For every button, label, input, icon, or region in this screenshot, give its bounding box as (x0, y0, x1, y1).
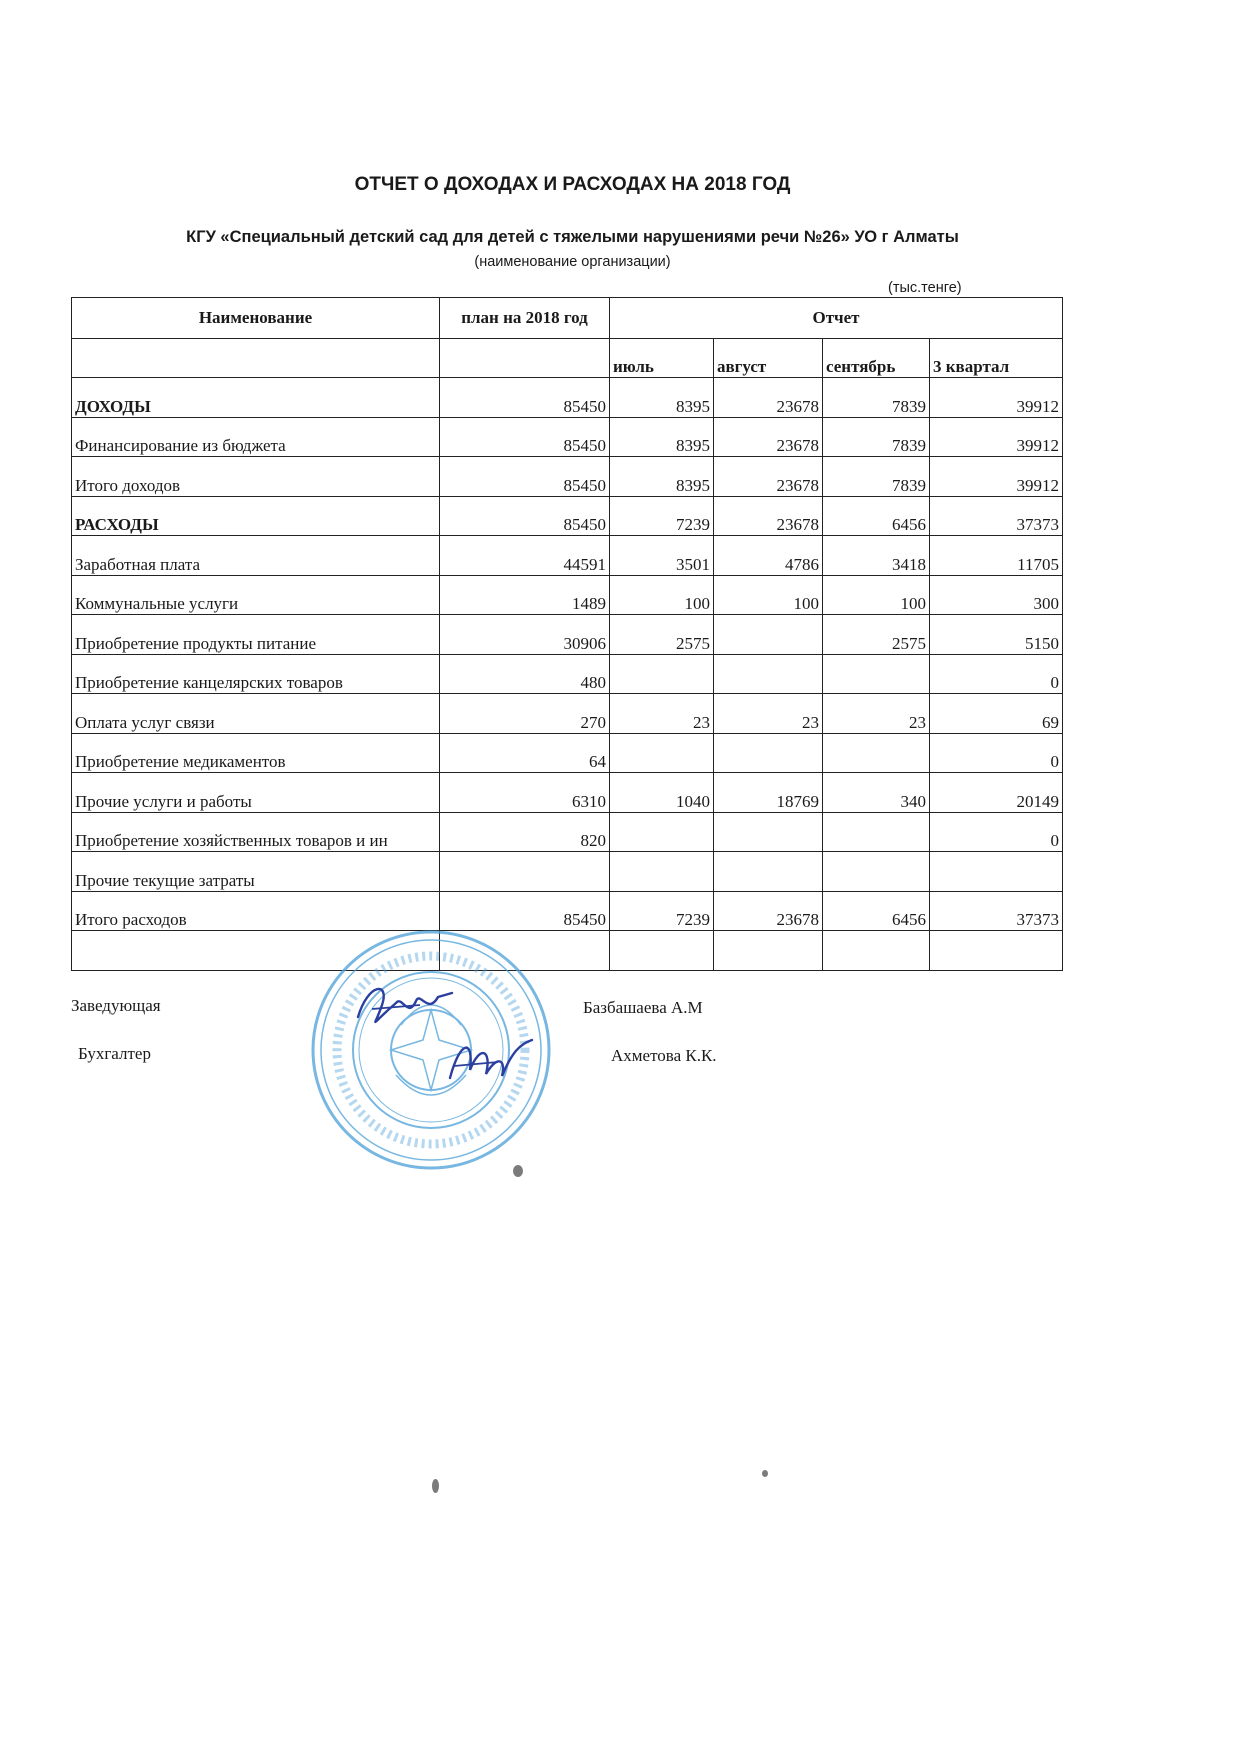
row-value-cell: 6456 (823, 891, 930, 931)
head-title: Заведующая (71, 996, 161, 1015)
row-value-cell: 7239 (610, 496, 714, 536)
table-row (72, 773, 1063, 813)
row-value-cell: 44591 (440, 536, 610, 576)
subheader-empty-plan (440, 339, 610, 378)
row-value-cell: 0 (930, 812, 1063, 852)
table-row (72, 378, 1063, 418)
row-value-cell (610, 852, 714, 892)
row-value-cell: 340 (823, 773, 930, 813)
row-name-cell: Финансирование из бюджета (72, 417, 440, 457)
row-value-cell (823, 931, 930, 971)
table-row (72, 852, 1063, 892)
row-value-cell (610, 931, 714, 971)
row-value-cell: 23678 (714, 378, 823, 418)
row-name-cell: Приобретение канцелярских товаров (72, 654, 440, 694)
row-value-cell: 6456 (823, 496, 930, 536)
row-value-cell: 18769 (714, 773, 823, 813)
row-name-cell: Итого доходов (72, 457, 440, 497)
row-value-cell (930, 931, 1063, 971)
header-name: Наименование (72, 298, 440, 339)
table-row (72, 891, 1063, 931)
scan-speck (762, 1470, 768, 1477)
row-value-cell: 85450 (440, 457, 610, 497)
row-value-cell (823, 654, 930, 694)
row-value-cell: 7239 (610, 891, 714, 931)
row-value-cell: 0 (930, 733, 1063, 773)
table-row (72, 733, 1063, 773)
row-value-cell: 8395 (610, 378, 714, 418)
row-name-cell: Итого расходов (72, 891, 440, 931)
row-value-cell: 6310 (440, 773, 610, 813)
row-value-cell: 11705 (930, 536, 1063, 576)
row-name-cell: Коммунальные услуги (72, 575, 440, 615)
row-value-cell: 7839 (823, 417, 930, 457)
row-value-cell: 69 (930, 694, 1063, 734)
row-name-cell: Приобретение хозяйственных товаров и ин (72, 812, 440, 852)
organization-caption: (наименование организации) (474, 254, 671, 270)
row-value-cell: 5150 (930, 615, 1063, 655)
row-value-cell: 1040 (610, 773, 714, 813)
row-value-cell: 8395 (610, 417, 714, 457)
row-value-cell: 23 (823, 694, 930, 734)
table-row (72, 931, 1063, 971)
organization-name: КГУ «Специальный детский сад для детей с тяжелыми нарушениями речи №26» УО г Алматы (186, 228, 959, 246)
row-name-cell: ДОХОДЫ (72, 378, 440, 418)
header-month-september: сентябрь (823, 339, 930, 378)
scan-speck (513, 1165, 523, 1177)
row-value-cell: 100 (714, 575, 823, 615)
row-value-cell: 39912 (930, 378, 1063, 418)
row-value-cell (823, 812, 930, 852)
row-value-cell: 3418 (823, 536, 930, 576)
row-value-cell (714, 931, 823, 971)
row-value-cell: 85450 (440, 378, 610, 418)
table-header-row (72, 298, 1063, 339)
table-body (72, 378, 1063, 971)
row-value-cell: 4786 (714, 536, 823, 576)
row-value-cell (930, 852, 1063, 892)
row-value-cell: 8395 (610, 457, 714, 497)
accountant-name: Ахметова К.К. (611, 1046, 717, 1065)
row-value-cell: 23678 (714, 417, 823, 457)
row-name-cell: Оплата услуг связи (72, 694, 440, 734)
row-value-cell: 270 (440, 694, 610, 734)
row-value-cell: 820 (440, 812, 610, 852)
head-signature (350, 975, 460, 1035)
row-value-cell: 23 (714, 694, 823, 734)
row-value-cell: 20149 (930, 773, 1063, 813)
row-value-cell (714, 733, 823, 773)
row-value-cell: 85450 (440, 417, 610, 457)
row-name-cell: РАСХОДЫ (72, 496, 440, 536)
row-value-cell (714, 615, 823, 655)
row-value-cell: 100 (823, 575, 930, 615)
row-value-cell: 23678 (714, 496, 823, 536)
row-value-cell: 37373 (930, 496, 1063, 536)
row-name-cell: Приобретение медикаментов (72, 733, 440, 773)
table-row (72, 457, 1063, 497)
row-value-cell: 64 (440, 733, 610, 773)
table-row (72, 694, 1063, 734)
header-report: Отчет (610, 298, 1063, 339)
header-quarter-3: 3 квартал (930, 339, 1063, 378)
row-value-cell: 2575 (610, 615, 714, 655)
table-row (72, 417, 1063, 457)
row-value-cell: 23678 (714, 457, 823, 497)
scan-speck (432, 1479, 439, 1493)
header-plan: план на 2018 год (440, 298, 610, 339)
subheader-empty-name (72, 339, 440, 378)
row-value-cell: 23678 (714, 891, 823, 931)
row-value-cell: 39912 (930, 457, 1063, 497)
table-subheader-row (72, 339, 1063, 378)
row-value-cell: 7839 (823, 457, 930, 497)
table-row (72, 496, 1063, 536)
row-value-cell (714, 654, 823, 694)
row-value-cell: 3501 (610, 536, 714, 576)
row-name-cell: Приобретение продукты питание (72, 615, 440, 655)
table-row (72, 575, 1063, 615)
table-row (72, 615, 1063, 655)
row-value-cell: 300 (930, 575, 1063, 615)
row-value-cell: 1489 (440, 575, 610, 615)
row-value-cell (610, 812, 714, 852)
table-row (72, 654, 1063, 694)
row-name-cell: Прочие текущие затраты (72, 852, 440, 892)
header-month-july: июль (610, 339, 714, 378)
row-value-cell (823, 852, 930, 892)
row-value-cell: 37373 (930, 891, 1063, 931)
row-name-cell: Прочие услуги и работы (72, 773, 440, 813)
row-value-cell: 39912 (930, 417, 1063, 457)
table-row (72, 812, 1063, 852)
row-value-cell (714, 812, 823, 852)
header-month-august: август (714, 339, 823, 378)
row-value-cell: 2575 (823, 615, 930, 655)
row-value-cell (714, 852, 823, 892)
row-value-cell: 85450 (440, 891, 610, 931)
row-value-cell: 480 (440, 654, 610, 694)
row-value-cell: 85450 (440, 496, 610, 536)
report-title: ОТЧЕТ О ДОХОДАХ И РАСХОДАХ НА 2018 ГОД (354, 174, 791, 195)
row-value-cell: 100 (610, 575, 714, 615)
accountant-signature (440, 1030, 540, 1090)
row-value-cell (610, 654, 714, 694)
row-value-cell: 30906 (440, 615, 610, 655)
table-row (72, 536, 1063, 576)
row-value-cell: 23 (610, 694, 714, 734)
head-name: Базбашаева А.М (583, 998, 703, 1017)
row-value-cell: 7839 (823, 378, 930, 418)
row-value-cell (823, 733, 930, 773)
row-value-cell (610, 733, 714, 773)
row-name-cell: Заработная плата (72, 536, 440, 576)
row-value-cell (440, 852, 610, 892)
units-label: (тыс.тенге) (888, 280, 962, 296)
row-value-cell: 0 (930, 654, 1063, 694)
accountant-title: Бухгалтер (78, 1044, 151, 1063)
report-table (71, 297, 1063, 971)
